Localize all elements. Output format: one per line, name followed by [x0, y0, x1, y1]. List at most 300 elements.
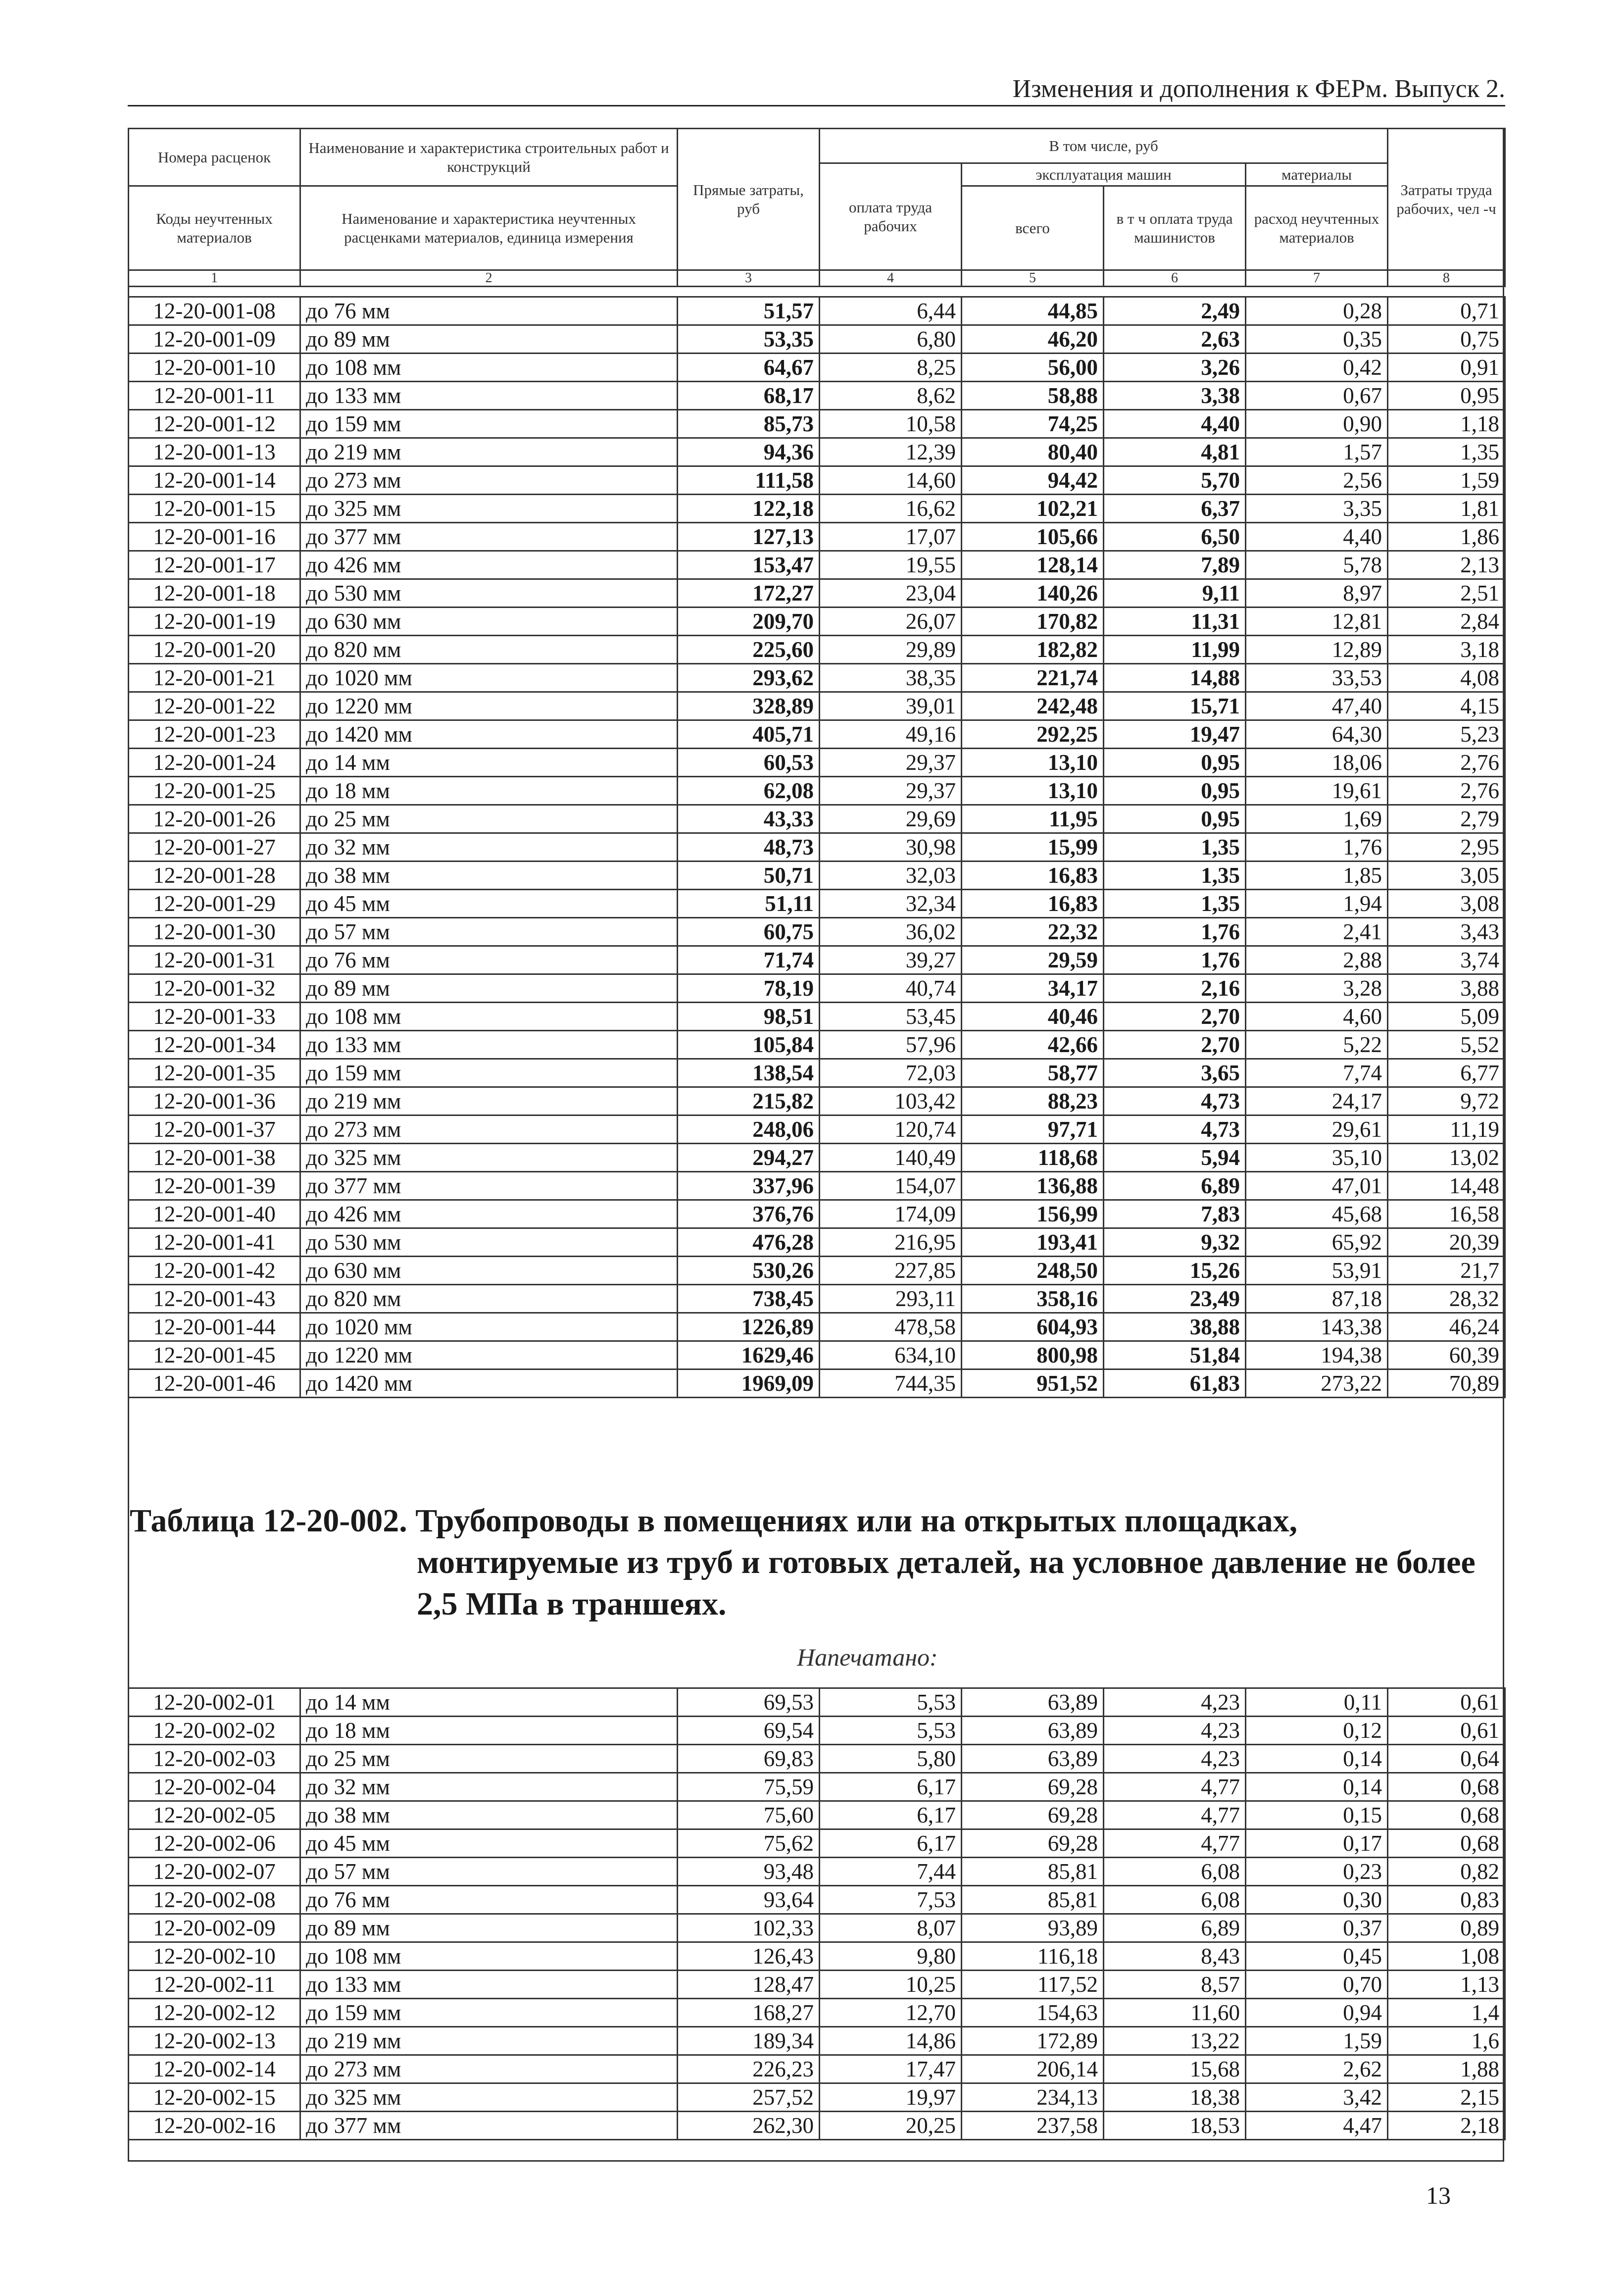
rate-code-cell: 12-20-001-36 — [129, 1087, 300, 1115]
worker-pay-cell: 39,27 — [820, 946, 962, 974]
labor-costs-cell: 0,89 — [1388, 1914, 1505, 1942]
machine-total-cell: 69,28 — [962, 1801, 1104, 1829]
machine-total-cell: 358,16 — [962, 1285, 1104, 1313]
materials-cell: 87,18 — [1246, 1285, 1388, 1313]
labor-costs-cell: 5,52 — [1388, 1031, 1505, 1059]
operator-pay-cell: 0,95 — [1104, 805, 1246, 833]
operator-pay-cell: 38,88 — [1104, 1313, 1246, 1341]
work-name-cell: до 377 мм — [300, 1172, 678, 1200]
operator-pay-cell: 1,76 — [1104, 918, 1246, 946]
operator-pay-cell: 15,68 — [1104, 2055, 1246, 2083]
worker-pay-cell: 29,37 — [820, 749, 962, 777]
operator-pay-cell: 4,77 — [1104, 1773, 1246, 1801]
machine-total-cell: 40,46 — [962, 1003, 1104, 1031]
machine-total-cell: 16,83 — [962, 861, 1104, 890]
work-name-cell: до 1220 мм — [300, 1341, 678, 1369]
table-row — [129, 636, 1505, 664]
labor-costs-cell: 21,7 — [1388, 1257, 1505, 1285]
materials-cell: 12,81 — [1246, 608, 1388, 636]
direct-costs-cell: 209,70 — [678, 608, 820, 636]
work-name-cell: до 133 мм — [300, 1971, 678, 1999]
work-name-cell: до 219 мм — [300, 2027, 678, 2055]
direct-costs-cell: 738,45 — [678, 1285, 820, 1313]
col-header-machine-operation: эксплуатация машин — [962, 163, 1246, 186]
table-row — [129, 2083, 1505, 2112]
worker-pay-cell: 19,97 — [820, 2083, 962, 2112]
labor-costs-cell: 0,68 — [1388, 1773, 1505, 1801]
operator-pay-cell: 11,60 — [1104, 1999, 1246, 2027]
worker-pay-cell: 6,17 — [820, 1829, 962, 1858]
operator-pay-cell: 18,53 — [1104, 2112, 1246, 2140]
direct-costs-cell: 94,36 — [678, 438, 820, 466]
labor-costs-cell: 0,61 — [1388, 1688, 1505, 1717]
worker-pay-cell: 8,07 — [820, 1914, 962, 1942]
operator-pay-cell: 3,26 — [1104, 354, 1246, 382]
table-row — [129, 1059, 1505, 1087]
machine-total-cell: 63,89 — [962, 1717, 1104, 1745]
materials-cell: 4,60 — [1246, 1003, 1388, 1031]
machine-total-cell: 116,18 — [962, 1942, 1104, 1971]
work-name-cell: до 1420 мм — [300, 1369, 678, 1398]
rate-code-cell: 12-20-001-19 — [129, 608, 300, 636]
worker-pay-cell: 293,11 — [820, 1285, 962, 1313]
col-header-material-names: Наименование и характеристика неучтенных расценками материалов, единица измерения — [300, 186, 678, 270]
materials-cell: 24,17 — [1246, 1087, 1388, 1115]
machine-total-cell: 80,40 — [962, 438, 1104, 466]
machine-total-cell: 94,42 — [962, 466, 1104, 495]
rate-code-cell: 12-20-001-35 — [129, 1059, 300, 1087]
table-row — [129, 1717, 1505, 1745]
table-row — [129, 1285, 1505, 1313]
direct-costs-cell: 75,60 — [678, 1801, 820, 1829]
table-row — [129, 1858, 1505, 1886]
rate-code-cell: 12-20-001-23 — [129, 720, 300, 749]
rate-code-cell: 12-20-002-06 — [129, 1829, 300, 1858]
materials-cell: 3,28 — [1246, 974, 1388, 1003]
machine-total-cell: 93,89 — [962, 1914, 1104, 1942]
worker-pay-cell: 30,98 — [820, 833, 962, 861]
work-name-cell: до 108 мм — [300, 1003, 678, 1031]
worker-pay-cell: 103,42 — [820, 1087, 962, 1115]
labor-costs-cell: 9,72 — [1388, 1087, 1505, 1115]
labor-costs-cell: 2,51 — [1388, 579, 1505, 608]
worker-pay-cell: 6,80 — [820, 325, 962, 354]
work-name-cell: до 273 мм — [300, 1115, 678, 1144]
work-name-cell: до 89 мм — [300, 974, 678, 1003]
direct-costs-cell: 126,43 — [678, 1942, 820, 1971]
table-row — [129, 495, 1505, 523]
operator-pay-cell: 8,43 — [1104, 1942, 1246, 1971]
rate-code-cell: 12-20-002-12 — [129, 1999, 300, 2027]
machine-total-cell: 63,89 — [962, 1688, 1104, 1717]
direct-costs-cell: 69,53 — [678, 1688, 820, 1717]
direct-costs-cell: 93,64 — [678, 1886, 820, 1914]
labor-costs-cell: 2,79 — [1388, 805, 1505, 833]
worker-pay-cell: 72,03 — [820, 1059, 962, 1087]
operator-pay-cell: 0,95 — [1104, 749, 1246, 777]
table-row — [129, 1999, 1505, 2027]
labor-costs-cell: 1,4 — [1388, 1999, 1505, 2027]
materials-cell: 0,45 — [1246, 1942, 1388, 1971]
materials-cell: 0,67 — [1246, 382, 1388, 410]
worker-pay-cell: 39,01 — [820, 692, 962, 720]
worker-pay-cell: 14,60 — [820, 466, 962, 495]
operator-pay-cell: 14,88 — [1104, 664, 1246, 692]
direct-costs-cell: 122,18 — [678, 495, 820, 523]
col-number: 2 — [300, 270, 678, 287]
direct-costs-cell: 51,57 — [678, 297, 820, 325]
rate-code-cell: 12-20-001-31 — [129, 946, 300, 974]
labor-costs-cell: 46,24 — [1388, 1313, 1505, 1341]
col-header-labor-costs: Затраты труда рабочих, чел -ч — [1388, 129, 1505, 270]
direct-costs-cell: 51,11 — [678, 890, 820, 918]
rate-code-cell: 12-20-001-29 — [129, 890, 300, 918]
direct-costs-cell: 60,75 — [678, 918, 820, 946]
work-name-cell: до 377 мм — [300, 523, 678, 551]
rate-code-cell: 12-20-001-14 — [129, 466, 300, 495]
rate-code-cell: 12-20-001-40 — [129, 1200, 300, 1228]
direct-costs-cell: 225,60 — [678, 636, 820, 664]
table-row — [129, 1688, 1505, 1717]
machine-total-cell: 118,68 — [962, 1144, 1104, 1172]
materials-cell: 18,06 — [1246, 749, 1388, 777]
direct-costs-cell: 405,71 — [678, 720, 820, 749]
rate-code-cell: 12-20-001-13 — [129, 438, 300, 466]
labor-costs-cell: 3,18 — [1388, 636, 1505, 664]
labor-costs-cell: 28,32 — [1388, 1285, 1505, 1313]
rate-code-cell: 12-20-001-21 — [129, 664, 300, 692]
materials-cell: 0,17 — [1246, 1829, 1388, 1858]
materials-cell: 0,14 — [1246, 1773, 1388, 1801]
table-row — [129, 1341, 1505, 1369]
operator-pay-cell: 4,23 — [1104, 1688, 1246, 1717]
table-row — [129, 1886, 1505, 1914]
materials-cell: 194,38 — [1246, 1341, 1388, 1369]
materials-cell: 1,69 — [1246, 805, 1388, 833]
table-row — [129, 1003, 1505, 1031]
operator-pay-cell: 6,08 — [1104, 1858, 1246, 1886]
machine-total-cell: 136,88 — [962, 1172, 1104, 1200]
worker-pay-cell: 53,45 — [820, 1003, 962, 1031]
work-name-cell: до 325 мм — [300, 495, 678, 523]
materials-cell: 2,62 — [1246, 2055, 1388, 2083]
table-row — [129, 946, 1505, 974]
labor-costs-cell: 2,84 — [1388, 608, 1505, 636]
rate-code-cell: 12-20-002-10 — [129, 1942, 300, 1971]
operator-pay-cell: 15,26 — [1104, 1257, 1246, 1285]
labor-costs-cell: 0,68 — [1388, 1829, 1505, 1858]
direct-costs-cell: 69,83 — [678, 1745, 820, 1773]
operator-pay-cell: 7,83 — [1104, 1200, 1246, 1228]
operator-pay-cell: 4,23 — [1104, 1717, 1246, 1745]
machine-total-cell: 206,14 — [962, 2055, 1104, 2083]
table-row — [129, 918, 1505, 946]
table-row — [129, 1801, 1505, 1829]
table-row — [129, 1971, 1505, 1999]
col-number: 1 — [129, 270, 300, 287]
machine-total-cell: 140,26 — [962, 579, 1104, 608]
direct-costs-cell: 262,30 — [678, 2112, 820, 2140]
rate-code-cell: 12-20-002-04 — [129, 1773, 300, 1801]
table-row — [129, 1773, 1505, 1801]
machine-total-cell: 154,63 — [962, 1999, 1104, 2027]
direct-costs-cell: 168,27 — [678, 1999, 820, 2027]
worker-pay-cell: 17,07 — [820, 523, 962, 551]
rate-code-cell: 12-20-001-45 — [129, 1341, 300, 1369]
direct-costs-cell: 78,19 — [678, 974, 820, 1003]
rate-code-cell: 12-20-001-25 — [129, 777, 300, 805]
operator-pay-cell: 51,84 — [1104, 1341, 1246, 1369]
labor-costs-cell: 4,15 — [1388, 692, 1505, 720]
rates-table-12-20-002 — [128, 1687, 1506, 2140]
materials-cell: 2,56 — [1246, 466, 1388, 495]
direct-costs-cell: 102,33 — [678, 1914, 820, 1942]
machine-total-cell: 42,66 — [962, 1031, 1104, 1059]
direct-costs-cell: 105,84 — [678, 1031, 820, 1059]
labor-costs-cell: 11,19 — [1388, 1115, 1505, 1144]
col-header-material-codes: Коды неучтенных материалов — [129, 186, 300, 270]
machine-total-cell: 11,95 — [962, 805, 1104, 833]
table-title — [130, 1500, 1496, 1625]
work-name-cell: до 426 мм — [300, 551, 678, 579]
work-name-cell: до 45 мм — [300, 1829, 678, 1858]
rate-code-cell: 12-20-001-10 — [129, 354, 300, 382]
col-number: 3 — [678, 270, 820, 287]
materials-cell: 0,37 — [1246, 1914, 1388, 1942]
labor-costs-cell: 0,95 — [1388, 382, 1505, 410]
materials-cell: 45,68 — [1246, 1200, 1388, 1228]
table-row — [129, 805, 1505, 833]
operator-pay-cell: 1,76 — [1104, 946, 1246, 974]
materials-cell: 2,41 — [1246, 918, 1388, 946]
machine-total-cell: 85,81 — [962, 1886, 1104, 1914]
worker-pay-cell: 5,53 — [820, 1688, 962, 1717]
work-name-cell: до 273 мм — [300, 2055, 678, 2083]
operator-pay-cell: 1,35 — [1104, 833, 1246, 861]
direct-costs-cell: 189,34 — [678, 2027, 820, 2055]
rate-code-cell: 12-20-001-16 — [129, 523, 300, 551]
rate-code-cell: 12-20-002-08 — [129, 1886, 300, 1914]
rate-code-cell: 12-20-002-05 — [129, 1801, 300, 1829]
labor-costs-cell: 0,68 — [1388, 1801, 1505, 1829]
table-row — [129, 354, 1505, 382]
rate-code-cell: 12-20-001-08 — [129, 297, 300, 325]
direct-costs-cell: 93,48 — [678, 1858, 820, 1886]
materials-cell: 4,47 — [1246, 2112, 1388, 2140]
direct-costs-cell: 294,27 — [678, 1144, 820, 1172]
col-header-worker-pay: оплата труда рабочих — [820, 163, 962, 270]
rate-code-cell: 12-20-002-13 — [129, 2027, 300, 2055]
direct-costs-cell: 1226,89 — [678, 1313, 820, 1341]
work-name-cell: до 1220 мм — [300, 692, 678, 720]
table-title-line: 2,5 МПа в траншеях. — [417, 1586, 727, 1622]
table-row — [129, 2055, 1505, 2083]
work-name-cell: до 219 мм — [300, 438, 678, 466]
materials-cell: 273,22 — [1246, 1369, 1388, 1398]
table-row — [129, 297, 1505, 325]
labor-costs-cell: 5,09 — [1388, 1003, 1505, 1031]
machine-total-cell: 182,82 — [962, 636, 1104, 664]
materials-cell: 0,30 — [1246, 1886, 1388, 1914]
machine-total-cell: 117,52 — [962, 1971, 1104, 1999]
materials-cell: 35,10 — [1246, 1144, 1388, 1172]
work-name-cell: до 18 мм — [300, 1717, 678, 1745]
table-row — [129, 1172, 1505, 1200]
table-title-line: монтируемые из труб и готовых деталей, на условное давление не более — [417, 1544, 1476, 1580]
labor-costs-cell: 1,13 — [1388, 1971, 1505, 1999]
rate-code-cell: 12-20-001-26 — [129, 805, 300, 833]
materials-cell: 53,91 — [1246, 1257, 1388, 1285]
operator-pay-cell: 4,77 — [1104, 1801, 1246, 1829]
work-name-cell: до 630 мм — [300, 608, 678, 636]
table-title-line: Таблица 12-20-002. Трубопроводы в помещениях или на открытых площадках, — [130, 1503, 1298, 1539]
rate-code-cell: 12-20-001-09 — [129, 325, 300, 354]
rate-code-cell: 12-20-001-44 — [129, 1313, 300, 1341]
materials-cell: 0,23 — [1246, 1858, 1388, 1886]
direct-costs-cell: 53,35 — [678, 325, 820, 354]
worker-pay-cell: 6,17 — [820, 1773, 962, 1801]
work-name-cell: до 426 мм — [300, 1200, 678, 1228]
materials-cell: 0,14 — [1246, 1745, 1388, 1773]
labor-costs-cell: 2,76 — [1388, 749, 1505, 777]
operator-pay-cell: 6,08 — [1104, 1886, 1246, 1914]
labor-costs-cell: 0,82 — [1388, 1858, 1505, 1886]
labor-costs-cell: 16,58 — [1388, 1200, 1505, 1228]
rate-code-cell: 12-20-001-33 — [129, 1003, 300, 1031]
direct-costs-cell: 248,06 — [678, 1115, 820, 1144]
rate-code-cell: 12-20-002-16 — [129, 2112, 300, 2140]
machine-total-cell: 242,48 — [962, 692, 1104, 720]
operator-pay-cell: 8,57 — [1104, 1971, 1246, 1999]
work-name-cell: до 89 мм — [300, 325, 678, 354]
machine-total-cell: 800,98 — [962, 1341, 1104, 1369]
worker-pay-cell: 23,04 — [820, 579, 962, 608]
table-row — [129, 466, 1505, 495]
table-row — [129, 1942, 1505, 1971]
work-name-cell: до 76 мм — [300, 297, 678, 325]
operator-pay-cell: 6,89 — [1104, 1914, 1246, 1942]
rate-code-cell: 12-20-001-28 — [129, 861, 300, 890]
machine-total-cell: 13,10 — [962, 749, 1104, 777]
work-name-cell: до 1020 мм — [300, 1313, 678, 1341]
work-name-cell: до 325 мм — [300, 1144, 678, 1172]
operator-pay-cell: 3,65 — [1104, 1059, 1246, 1087]
col-number: 5 — [962, 270, 1104, 287]
operator-pay-cell: 4,77 — [1104, 1829, 1246, 1858]
work-name-cell: до 1420 мм — [300, 720, 678, 749]
col-header-work-name: Наименование и характеристика строительных работ и конструкций — [300, 129, 678, 186]
table-row — [129, 1745, 1505, 1773]
labor-costs-cell: 6,77 — [1388, 1059, 1505, 1087]
labor-costs-cell: 1,81 — [1388, 495, 1505, 523]
work-name-cell: до 18 мм — [300, 777, 678, 805]
table-row — [129, 749, 1505, 777]
table-row — [129, 382, 1505, 410]
rate-code-cell: 12-20-001-17 — [129, 551, 300, 579]
direct-costs-cell: 98,51 — [678, 1003, 820, 1031]
work-name-cell: до 820 мм — [300, 636, 678, 664]
materials-cell: 3,35 — [1246, 495, 1388, 523]
labor-costs-cell: 2,76 — [1388, 777, 1505, 805]
labor-costs-cell: 1,18 — [1388, 410, 1505, 438]
table-row — [129, 833, 1505, 861]
table-row — [129, 1228, 1505, 1257]
materials-cell: 8,97 — [1246, 579, 1388, 608]
rate-code-cell: 12-20-002-15 — [129, 2083, 300, 2112]
col-header-material-consumption: расход неучтенных материалов — [1246, 186, 1388, 270]
rate-code-cell: 12-20-001-12 — [129, 410, 300, 438]
direct-costs-cell: 69,54 — [678, 1717, 820, 1745]
table-row — [129, 1313, 1505, 1341]
machine-total-cell: 292,25 — [962, 720, 1104, 749]
direct-costs-cell: 75,59 — [678, 1773, 820, 1801]
rate-code-cell: 12-20-001-42 — [129, 1257, 300, 1285]
direct-costs-cell: 226,23 — [678, 2055, 820, 2083]
machine-total-cell: 105,66 — [962, 523, 1104, 551]
direct-costs-cell: 293,62 — [678, 664, 820, 692]
materials-cell: 0,42 — [1246, 354, 1388, 382]
work-name-cell: до 38 мм — [300, 1801, 678, 1829]
labor-costs-cell: 2,18 — [1388, 2112, 1505, 2140]
operator-pay-cell: 2,70 — [1104, 1031, 1246, 1059]
worker-pay-cell: 5,53 — [820, 1717, 962, 1745]
rate-code-cell: 12-20-001-39 — [129, 1172, 300, 1200]
rate-code-cell: 12-20-002-02 — [129, 1717, 300, 1745]
worker-pay-cell: 5,80 — [820, 1745, 962, 1773]
operator-pay-cell: 2,49 — [1104, 297, 1246, 325]
operator-pay-cell: 11,31 — [1104, 608, 1246, 636]
direct-costs-cell: 215,82 — [678, 1087, 820, 1115]
labor-costs-cell: 20,39 — [1388, 1228, 1505, 1257]
direct-costs-cell: 62,08 — [678, 777, 820, 805]
rate-code-cell: 12-20-002-01 — [129, 1688, 300, 1717]
direct-costs-cell: 1969,09 — [678, 1369, 820, 1398]
col-header-machine-total: всего — [962, 186, 1104, 270]
operator-pay-cell: 19,47 — [1104, 720, 1246, 749]
table-row — [129, 1200, 1505, 1228]
materials-cell: 5,78 — [1246, 551, 1388, 579]
worker-pay-cell: 154,07 — [820, 1172, 962, 1200]
worker-pay-cell: 216,95 — [820, 1228, 962, 1257]
direct-costs-cell: 1629,46 — [678, 1341, 820, 1369]
worker-pay-cell: 32,34 — [820, 890, 962, 918]
worker-pay-cell: 29,89 — [820, 636, 962, 664]
labor-costs-cell: 1,59 — [1388, 466, 1505, 495]
table-row — [129, 1144, 1505, 1172]
worker-pay-cell: 9,80 — [820, 1942, 962, 1971]
col-number: 4 — [820, 270, 962, 287]
materials-cell: 7,74 — [1246, 1059, 1388, 1087]
worker-pay-cell: 19,55 — [820, 551, 962, 579]
materials-cell: 1,57 — [1246, 438, 1388, 466]
operator-pay-cell: 61,83 — [1104, 1369, 1246, 1398]
printed-note: Напечатано: — [797, 1643, 938, 1671]
direct-costs-cell: 60,53 — [678, 749, 820, 777]
work-name-cell: до 530 мм — [300, 1228, 678, 1257]
rate-code-cell: 12-20-001-30 — [129, 918, 300, 946]
operator-pay-cell: 6,37 — [1104, 495, 1246, 523]
labor-costs-cell: 14,48 — [1388, 1172, 1505, 1200]
labor-costs-cell: 2,95 — [1388, 833, 1505, 861]
direct-costs-cell: 172,27 — [678, 579, 820, 608]
materials-cell: 19,61 — [1246, 777, 1388, 805]
rate-code-cell: 12-20-002-11 — [129, 1971, 300, 1999]
worker-pay-cell: 57,96 — [820, 1031, 962, 1059]
direct-costs-cell: 111,58 — [678, 466, 820, 495]
operator-pay-cell: 0,95 — [1104, 777, 1246, 805]
operator-pay-cell: 6,50 — [1104, 523, 1246, 551]
page-number: 13 — [1426, 2181, 1451, 2209]
